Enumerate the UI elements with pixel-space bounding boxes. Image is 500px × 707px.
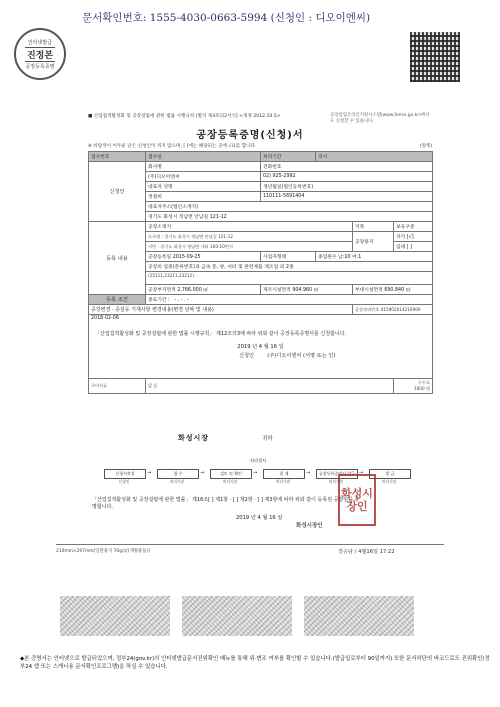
form-reference: ■ 산업집적활성화 및 공장설립에 관한 법률 시행규칙 [별지 제4호의2서식] <개정 2012.10.5> (88, 114, 281, 119)
flow-caption: 처리기관 (169, 479, 185, 484)
document-number: 문서확인번호: 1555-4030-0663-5994 (신청인 : 디오이엔씨) (82, 12, 371, 24)
request-text: 「산업집적활성화 및 공장설립에 관한 법률 시행규칙」 제12조의3에 따라 위와 같이 공장등록증명서를 신청합니다. (89, 329, 433, 340)
security-pattern (60, 596, 170, 636)
fee-value: 1000 원 (413, 386, 430, 391)
stamp-line1: 화성시 (341, 487, 373, 500)
address-label: 대표자주소(법인소재지) (146, 202, 433, 212)
seal-middle-text: 진정본 (25, 47, 55, 62)
receipt-date-label: 접수일 (146, 152, 261, 162)
attachment-value: 없 음 (146, 379, 394, 394)
official-stamp (338, 474, 376, 526)
issuer-name: 강승남 (338, 549, 354, 555)
process-flow (104, 463, 434, 487)
flow-caption: 처리기관 (222, 479, 238, 484)
factory-location-label: 공장소재지 (146, 222, 353, 232)
receipt-row (89, 152, 433, 162)
certify-text: 「산업집적활성화 및 공장설립에 관한 법률」 제16조[ ] 제1항 · [ ] 제2항 · [ ] 제3항에 따라 위와 같이 등록된 공장임을 증명합니다. (92, 497, 360, 510)
barcode-label: 문서확인 (418, 38, 434, 43)
address-value: 경기도 화성시 정남면 안남길 121-12 (146, 212, 433, 222)
applicant-section-label: 신청인 (89, 162, 146, 222)
flow-caption: 처리기관 (381, 479, 397, 484)
applicant-signature: (주)디오이엔씨 (서명 또는 인) (267, 353, 336, 359)
product-text: 공장의 업종(분류번호)과 금속 문, 창, 셔터 및 관련제품 제조업 외 2종 (146, 262, 433, 272)
form-note: ※ 바탕색이 어두운 난은 신청인이 적지 않으며, [ ]에는 해당되는 곳에 √표를 합니다. (88, 144, 257, 149)
business-type-label: 사업자형태 (261, 252, 316, 262)
flow-caption: 처리기관 (328, 479, 344, 484)
verification-note: ◆본 증명서는 인터넷으로 발급되었으며, 정부24(gov.kr)의 인터넷발급문서진위확인 메뉴를 통해 위·변조 여부를 확인할 수 있습니다.(발급일로부터 90일까지) 또한 문서하단의 바코드로도 진위확인(정부24 앱 또는 스캐너용 문서확인프로그램)을 하실 수 있습니다. (20, 656, 490, 670)
building-area: 제조시설면적 904.960 ㎡ (261, 285, 353, 295)
flow-title: 처리절차 (250, 458, 267, 463)
flow-caption: 신청인 (118, 479, 130, 484)
page-mark: (앞쪽) (420, 144, 433, 149)
processing-value: 즉시 (316, 152, 433, 162)
conditions-label: 등록 조건 (89, 295, 146, 305)
road-address: 도로명 : 경기도 화성시 정남면 안남길 121-12 (146, 232, 353, 242)
company-name-label: 회사명 (146, 162, 261, 172)
request-date: 2019 년 4 월 16 일 (89, 340, 433, 351)
change-history-label: 공장변경 · 증설등 기재사항 변경내용(변경 날짜 및 내용) (89, 305, 353, 315)
flow-arrow-icon: → (147, 470, 152, 476)
flow-step: 신청서작성 (104, 469, 146, 479)
seal-top-text: 인터넷발급 (27, 39, 53, 46)
flow-step: 공장등록증명서 발급 (316, 469, 358, 479)
company-name: (주)디오이엔씨 (146, 172, 261, 182)
processing-date-label: 처리기간 (261, 152, 316, 162)
ownership-rent: 임대 [ ] (394, 242, 433, 252)
employees-label: 종업원수 (318, 255, 337, 260)
flow-step: 결 재 (263, 469, 305, 479)
stamp-line2: 장인 (346, 500, 368, 513)
online-reference: 공장설립온라인지원시스템(www.femis.go.kr)에서도 신청할 수 있습니다. (330, 113, 430, 124)
security-pattern (304, 596, 414, 636)
certify-date: 2019 년 4 월 16 일 (236, 515, 283, 521)
factory-no-label: 공장관리번호 (355, 306, 380, 312)
flow-arrow-icon: → (359, 470, 364, 476)
seal-bottom-text: 공장등록증명 (25, 63, 55, 70)
ownership-label: 보유구분 (394, 222, 433, 232)
flow-caption: 처리기관 (275, 479, 291, 484)
product-codes: (25111,23211,23212) (146, 272, 433, 285)
conditions-dash: - . - . - (174, 298, 189, 303)
site-area: 공장부지면적 2,766.000 ㎡ (146, 285, 261, 295)
land-label: 지목 (353, 222, 394, 232)
flow-arrow-icon: → (306, 470, 311, 476)
flow-step: 접 수 (157, 469, 199, 479)
phone-number: 02) 925-2992 (261, 172, 433, 182)
issued-time: / 4월16일 17:22 (354, 549, 395, 555)
site-label: 공장용지 (353, 232, 394, 252)
registration-section-label: 등록 내용 (89, 222, 146, 295)
reg-date-label: 공장등록일 (148, 255, 172, 260)
stamp-label: 화성시장인 (296, 523, 323, 529)
flow-step: 발 급 (369, 469, 411, 479)
reg-date: 2015-09-25 (172, 255, 201, 260)
representative-label: 대표자 성명 (146, 182, 261, 192)
factory-no: 415902014216909 (380, 306, 421, 312)
flow-arrow-icon: → (200, 470, 205, 476)
paper-spec: 210mm×297mm[일반용지 70g/㎡(재활용품)] (56, 549, 150, 554)
flow-arrow-icon: → (253, 470, 258, 476)
application-form-table (88, 151, 433, 394)
form-title: 공장등록증명(신청)서 (196, 130, 304, 141)
security-pattern (182, 596, 292, 636)
flow-step: 검토 및 확인 (210, 469, 252, 479)
birth-label: 생년월일(법인등록번호) (261, 182, 433, 192)
conditions-value: 종료기간 : (148, 298, 170, 303)
lot-address: 지번 : 경기도 화성시 정남면 내리 160-10번지 (146, 242, 353, 252)
birth-number: 110111-5691404 (261, 192, 433, 202)
phone-label: 전화번호 (261, 162, 433, 172)
representative-name: 정철희 (146, 192, 261, 202)
attachment-label: 구비서류 (89, 379, 146, 394)
annex-area: 부대시설면적 690.840 ㎡ (353, 285, 433, 295)
receipt-no-label: 접수번호 (89, 152, 146, 162)
issuance-seal (14, 28, 66, 80)
office-name: 화성시장 (178, 434, 210, 442)
change-history-date: 2018-02-06 (89, 315, 433, 330)
fee-label: 수수료 (417, 380, 430, 385)
applicant-label: 신청인 (239, 353, 255, 359)
employees-value: 남:10 여:1 (338, 255, 362, 260)
ownership-self: 자가 [√] (394, 232, 433, 242)
office-suffix: 귀하 (262, 436, 273, 442)
